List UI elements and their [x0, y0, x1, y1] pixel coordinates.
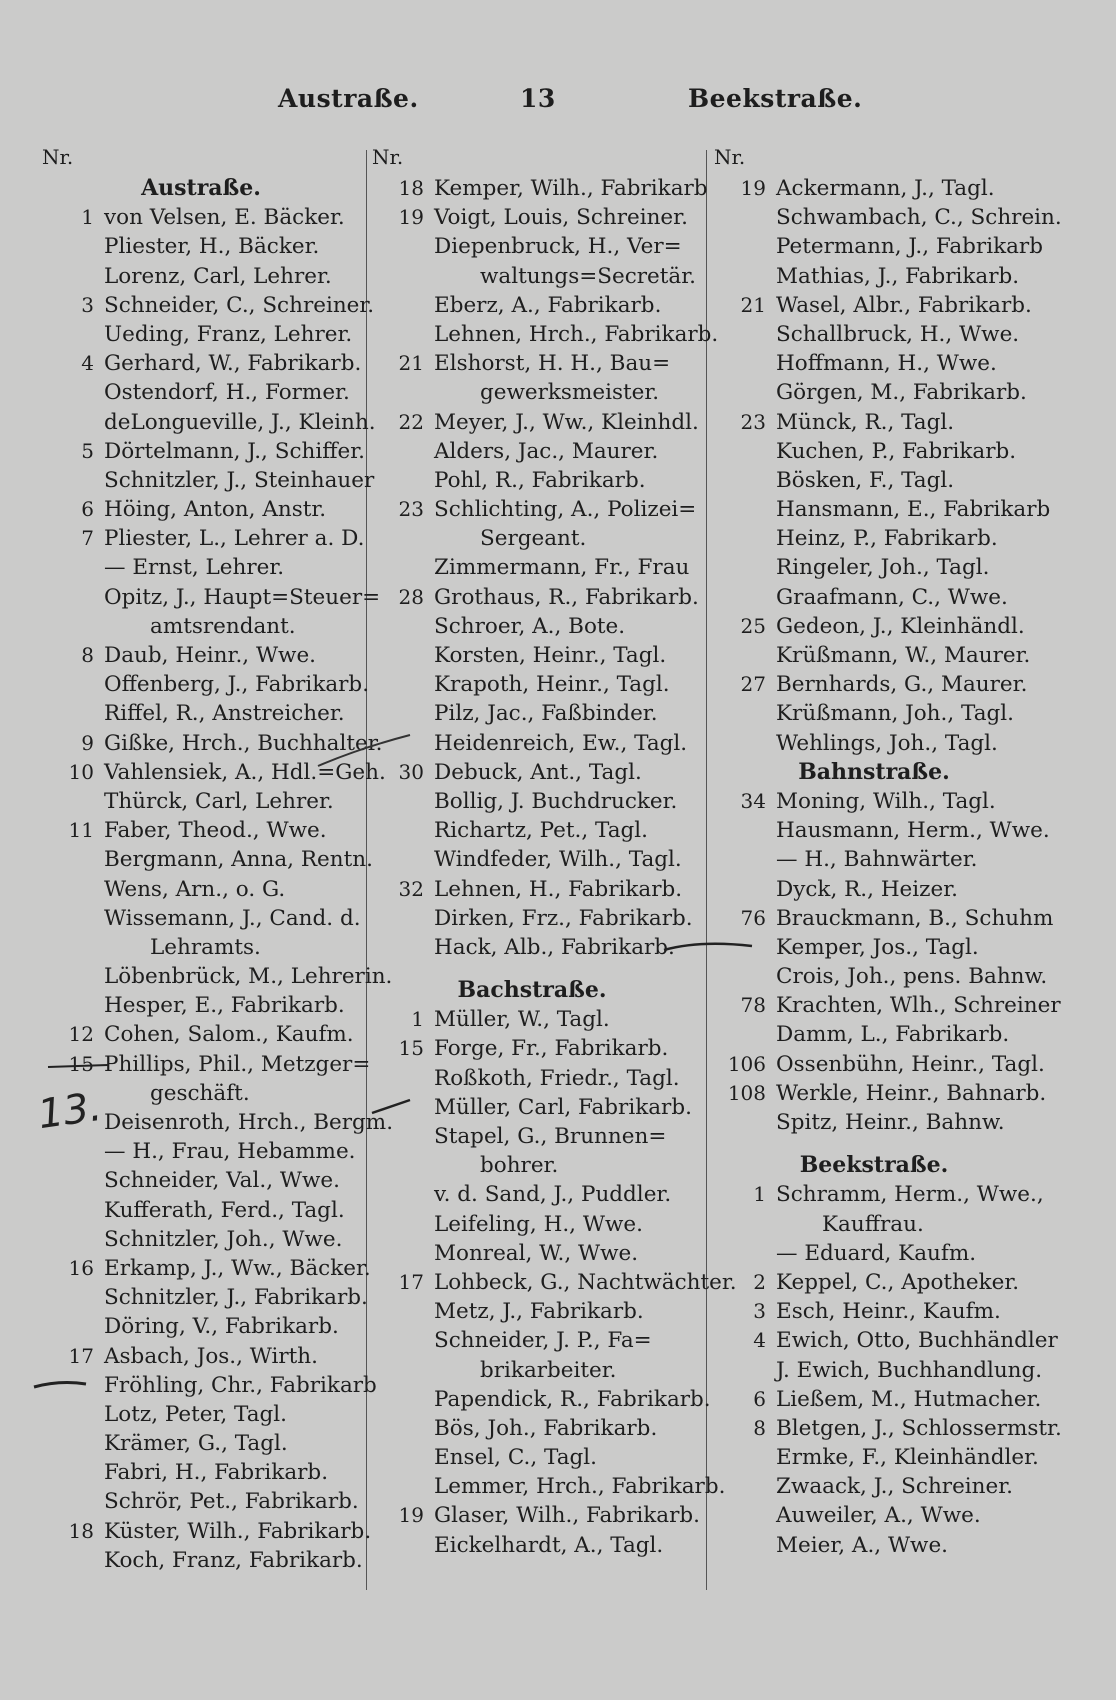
- entry-text: Görgen, M., Fabrikarb.: [776, 380, 1027, 406]
- entry-text: Heinz, P., Fabrikarb.: [776, 526, 998, 552]
- entry-text: Asbach, Jos., Wirth.: [104, 1343, 318, 1369]
- entry-text: Zimmermann, Fr., Frau: [434, 555, 690, 581]
- entry-text: Döring, V., Fabrikarb.: [104, 1314, 339, 1340]
- entry-text: Koch, Franz, Fabrikarb.: [104, 1547, 363, 1573]
- entry-text: Schneider, C., Schreiner.: [104, 292, 375, 318]
- entry-text: Richartz, Pet., Tagl.: [434, 818, 649, 844]
- entry-text: Cohen, Salom., Kaufm.: [104, 1022, 354, 1048]
- entry-text: Lehnen, H., Fabrikarb.: [434, 876, 683, 902]
- entry-text: Faber, Theod., Wwe.: [104, 818, 327, 844]
- entry-text: Moning, Wilh., Tagl.: [776, 788, 996, 814]
- entry-text: Leifeling, H., Wwe.: [434, 1211, 643, 1237]
- entry-text: Erkamp, J., Ww., Bäcker.: [104, 1255, 371, 1281]
- house-number: 34: [740, 788, 766, 813]
- entry-text: geschäft.: [150, 1080, 250, 1106]
- entry-text: Krüßmann, W., Maurer.: [776, 643, 1031, 668]
- entry-text: Lemmer, Hrch., Fabrikarb.: [434, 1474, 726, 1500]
- entry-text: Hansmann, E., Fabrikarb: [776, 497, 1051, 523]
- entry-text: Voigt, Louis, Schreiner.: [434, 205, 688, 231]
- entry-text: Ensel, C., Tagl.: [434, 1445, 597, 1471]
- entry-text: Zwaack, J., Schreiner.: [776, 1474, 1013, 1500]
- pencil-line-1: [318, 735, 410, 766]
- entry-text: Schrör, Pet., Fabrikarb.: [104, 1489, 359, 1515]
- house-number: 6: [81, 497, 94, 522]
- entry-text: Gerhard, W., Fabrikarb.: [104, 351, 362, 377]
- page-number: 13: [520, 84, 556, 113]
- house-number: 4: [753, 1328, 766, 1353]
- house-number: 19: [740, 176, 766, 200]
- entry-text: Hoffmann, H., Wwe.: [776, 351, 997, 377]
- entry-text: Damm, L., Fabrikarb.: [776, 1022, 1010, 1048]
- entry-text: Crois, Joh., pens. Bahnw.: [776, 964, 1048, 990]
- house-number: 78: [740, 993, 766, 1018]
- house-number: 16: [68, 1255, 94, 1280]
- entry-text: Forge, Fr., Fabrikarb.: [434, 1036, 669, 1062]
- entry-text: Mathias, J., Fabrikarb.: [776, 263, 1020, 289]
- house-number: 8: [81, 643, 94, 667]
- entry-text: Bösken, F., Tagl.: [776, 467, 955, 493]
- entry-text: brikarbeiter.: [480, 1357, 617, 1383]
- entry-text: Gißke, Hrch., Buchhalter.: [104, 730, 383, 756]
- nr-header: Nr.: [372, 145, 404, 169]
- entry-text: Hausmann, Herm., Wwe.: [776, 818, 1050, 844]
- entry-text: Bös, Joh., Fabrikarb.: [434, 1415, 658, 1441]
- entry-text: Ossenbühn, Heinr., Tagl.: [776, 1051, 1045, 1077]
- entry-text: Dyck, R., Heizer.: [776, 876, 958, 902]
- pencil-strike: [48, 1065, 108, 1067]
- house-number: 2: [753, 1269, 766, 1294]
- entry-text: — Ernst, Lehrer.: [104, 555, 285, 581]
- entry-text: Schnitzler, J., Steinhauer: [104, 467, 375, 493]
- entry-text: Dirken, Frz., Fabrikarb.: [434, 905, 693, 931]
- house-number: 30: [398, 759, 424, 784]
- entry-text: Pliester, L., Lehrer a. D.: [104, 526, 365, 552]
- entry-text: Eickelhardt, A., Tagl.: [434, 1532, 664, 1558]
- entry-text: Heidenreich, Ew., Tagl.: [434, 730, 688, 756]
- nr-header: Nr.: [42, 145, 74, 169]
- house-number: 15: [68, 1051, 94, 1076]
- entry-text: Kemper, Wilh., Fabrikarb: [434, 176, 708, 201]
- entry-text: — H., Frau, Hebamme.: [104, 1139, 356, 1165]
- house-number: 22: [398, 409, 424, 434]
- entry-text: Bergmann, Anna, Rentn.: [104, 847, 373, 873]
- entry-text: Monreal, W., Wwe.: [434, 1240, 639, 1266]
- entry-text: Bollig, J. Buchdrucker.: [434, 788, 678, 814]
- house-number: 28: [398, 584, 424, 609]
- entry-text: Schneider, Val., Wwe.: [104, 1168, 340, 1194]
- entry-text: Alders, Jac., Maurer.: [434, 438, 659, 464]
- entry-text: Elshorst, H. H., Bau=: [434, 351, 671, 377]
- entry-text: Sergeant.: [480, 526, 587, 552]
- entry-text: Ließem, M., Hutmacher.: [776, 1386, 1042, 1412]
- entry-text: Krachten, Wlh., Schreiner: [776, 993, 1061, 1019]
- entry-text: Offenberg, J., Fabrikarb.: [104, 672, 370, 698]
- house-number: 21: [398, 351, 424, 376]
- entry-text: Höing, Anton, Anstr.: [104, 497, 327, 523]
- entry-text: Krapoth, Heinr., Tagl.: [434, 672, 670, 698]
- house-number: 1: [81, 205, 94, 230]
- entry-text: Wissemann, J., Cand. d.: [104, 905, 361, 931]
- entry-text: Müller, Carl, Fabrikarb.: [434, 1094, 692, 1120]
- nr-header: Nr.: [714, 145, 746, 169]
- entry-text: Bernhards, G., Maurer.: [776, 672, 1028, 698]
- house-number: 23: [398, 497, 424, 522]
- house-number: 5: [81, 438, 94, 463]
- house-number: 3: [81, 292, 94, 317]
- house-number: 23: [740, 409, 766, 434]
- house-number: 27: [740, 672, 766, 697]
- entry-text: Pohl, R., Fabrikarb.: [434, 467, 646, 493]
- house-number: 15: [398, 1036, 424, 1061]
- entry-text: Ueding, Franz, Lehrer.: [104, 321, 353, 347]
- entry-text: waltungs=Secretär.: [480, 263, 696, 289]
- entry-text: Ostendorf, H., Former.: [104, 380, 350, 406]
- entry-text: — H., Bahnwärter.: [776, 847, 978, 873]
- entry-text: v. d. Sand, J., Puddler.: [434, 1182, 672, 1208]
- entry-text: Kauffrau.: [822, 1211, 924, 1237]
- house-number: 9: [81, 730, 94, 755]
- entry-text: Esch, Heinr., Kaufm.: [776, 1299, 1001, 1325]
- house-number: 1: [753, 1182, 766, 1207]
- entry-text: Diepenbruck, H., Ver=: [434, 234, 682, 260]
- entry-text: Pilz, Jac., Faßbinder.: [434, 701, 658, 727]
- header-left-street: Austraße.: [278, 84, 419, 113]
- entry-text: Krüßmann, Joh., Tagl.: [776, 701, 1014, 727]
- entry-text: Wehlings, Joh., Tagl.: [776, 730, 998, 756]
- house-number: 4: [81, 351, 94, 376]
- entry-text: Eberz, A., Fabrikarb.: [434, 292, 662, 318]
- entry-text: Gedeon, J., Kleinhändl.: [776, 613, 1025, 639]
- house-number: 8: [753, 1415, 766, 1440]
- house-number: 17: [68, 1343, 94, 1368]
- house-number: 18: [68, 1518, 94, 1543]
- entry-text: Ewich, Otto, Buchhändler: [776, 1328, 1058, 1354]
- entry-text: — Eduard, Kaufm.: [776, 1240, 977, 1266]
- entry-text: Schnitzler, Joh., Wwe.: [104, 1226, 343, 1252]
- header-right-street: Beekstraße.: [688, 84, 863, 113]
- entry-text: Lorenz, Carl, Lehrer.: [104, 263, 332, 289]
- entry-text: Keppel, C., Apotheker.: [776, 1269, 1020, 1295]
- pencil-line-2: [664, 944, 752, 950]
- entry-text: Löbenbrück, M., Lehrerin.: [104, 964, 393, 990]
- entry-text: Brauckmann, B., Schuhm: [776, 905, 1054, 931]
- entry-text: Ringeler, Joh., Tagl.: [776, 555, 990, 581]
- entry-text: Müller, W., Tagl.: [434, 1007, 610, 1033]
- entry-text: Hack, Alb., Fabrikarb.: [434, 934, 675, 960]
- house-number: 7: [81, 526, 94, 551]
- house-number: 18: [398, 176, 424, 200]
- handwritten-page-mark: 13.: [35, 1083, 105, 1139]
- entry-text: Kufferath, Ferd., Tagl.: [104, 1197, 345, 1223]
- pencil-tick-1: [372, 1100, 410, 1113]
- entry-text: Münck, R., Tagl.: [776, 409, 955, 435]
- entry-text: Fabri, H., Fabrikarb.: [104, 1460, 329, 1486]
- house-number: 17: [398, 1269, 424, 1294]
- entry-text: Krämer, G., Tagl.: [104, 1431, 288, 1457]
- street-name: Bahnstraße.: [798, 758, 950, 785]
- entry-text: Deisenroth, Hrch., Bergm.: [104, 1110, 394, 1135]
- house-number: 6: [753, 1386, 766, 1411]
- entry-text: Lohbeck, G., Nachtwächter.: [434, 1269, 737, 1295]
- entry-text: Lotz, Peter, Tagl.: [104, 1401, 287, 1427]
- entry-text: Stapel, G., Brunnen=: [434, 1124, 667, 1149]
- entry-text: Korsten, Heinr., Tagl.: [434, 643, 667, 668]
- entry-text: amtsrendant.: [150, 613, 296, 639]
- entry-text: Schnitzler, J., Fabrikarb.: [104, 1285, 368, 1311]
- entry-text: Werkle, Heinr., Bahnarb.: [776, 1080, 1047, 1106]
- entry-text: Fröhling, Chr., Fabrikarb: [104, 1372, 377, 1398]
- entry-text: Hesper, E., Fabrikarb.: [104, 993, 345, 1019]
- house-number: 76: [740, 905, 766, 930]
- pencil-tick-2: [34, 1383, 86, 1387]
- entry-text: Auweiler, A., Wwe.: [776, 1503, 981, 1529]
- entry-text: Wasel, Albr., Fabrikarb.: [776, 292, 1032, 318]
- entry-text: Schlichting, A., Polizei=: [434, 497, 697, 523]
- entry-text: Meyer, J., Ww., Kleinhdl.: [434, 409, 699, 435]
- house-number: 19: [398, 205, 424, 230]
- entry-text: Küster, Wilh., Fabrikarb.: [104, 1518, 372, 1544]
- entry-text: Graafmann, C., Wwe.: [776, 584, 1008, 610]
- entry-text: Schwambach, C., Schrein.: [776, 205, 1062, 231]
- entry-text: Spitz, Heinr., Bahnw.: [776, 1110, 1005, 1135]
- entry-text: Kemper, Jos., Tagl.: [776, 934, 979, 960]
- entry-text: Opitz, J., Haupt=Steuer=: [104, 584, 381, 610]
- entry-text: deLongueville, J., Kleinh.: [104, 409, 376, 435]
- entry-text: Riffel, R., Anstreicher.: [104, 701, 345, 727]
- entry-text: Metz, J., Fabrikarb.: [434, 1299, 644, 1325]
- house-number: 106: [727, 1051, 766, 1076]
- entry-text: Vahlensiek, A., Hdl.=Geh.: [104, 759, 386, 785]
- entry-text: Debuck, Ant., Tagl.: [434, 759, 642, 785]
- street-name: Austraße.: [141, 175, 261, 201]
- entry-text: Bletgen, J., Schlossermstr.: [776, 1415, 1062, 1441]
- house-number: 19: [398, 1503, 424, 1528]
- entry-text: Thürck, Carl, Lehrer.: [104, 788, 334, 814]
- entry-text: Petermann, J., Fabrikarb: [776, 234, 1043, 260]
- entry-text: Glaser, Wilh., Fabrikarb.: [434, 1503, 700, 1529]
- house-number: 11: [68, 818, 94, 843]
- entry-text: Schramm, Herm., Wwe.,: [776, 1182, 1044, 1208]
- entry-text: Wens, Arn., o. G.: [104, 876, 286, 902]
- house-number: 32: [398, 876, 424, 901]
- entry-text: Lehnen, Hrch., Fabrikarb.: [434, 321, 719, 347]
- entry-text: Daub, Heinr., Wwe.: [104, 643, 317, 668]
- entry-text: Lehramts.: [150, 934, 261, 960]
- house-number: 21: [740, 292, 766, 317]
- entry-text: Phillips, Phil., Metzger=: [104, 1051, 371, 1077]
- house-number: 12: [68, 1022, 94, 1047]
- entry-text: Schroer, A., Bote.: [434, 613, 626, 639]
- entry-text: von Velsen, E. Bäcker.: [104, 205, 345, 231]
- entry-text: Meier, A., Wwe.: [776, 1532, 949, 1558]
- entry-text: Kuchen, P., Fabrikarb.: [776, 438, 1017, 464]
- entry-text: gewerksmeister.: [480, 380, 660, 406]
- street-name: Bachstraße.: [457, 977, 607, 1004]
- entry-text: Roßkoth, Friedr., Tagl.: [434, 1065, 680, 1091]
- entry-text: Ermke, F., Kleinhändler.: [776, 1445, 1039, 1471]
- entry-text: Ackermann, J., Tagl.: [776, 176, 995, 201]
- house-number: 10: [68, 759, 94, 784]
- entry-text: Pliester, H., Bäcker.: [104, 234, 320, 260]
- house-number: 3: [753, 1299, 766, 1324]
- entry-text: Windfeder, Wilh., Tagl.: [434, 847, 682, 873]
- entry-text: J. Ewich, Buchhandlung.: [776, 1357, 1043, 1383]
- entry-text: Papendick, R., Fabrikarb.: [434, 1386, 711, 1412]
- house-number: 25: [740, 613, 766, 638]
- entry-text: Schneider, J. P., Fa=: [434, 1328, 652, 1354]
- entry-text: Dörtelmann, J., Schiffer.: [104, 438, 365, 464]
- house-number: 108: [727, 1080, 766, 1105]
- entry-text: Schallbruck, H., Wwe.: [776, 321, 1020, 347]
- entry-text: bohrer.: [480, 1153, 559, 1179]
- house-number: 1: [411, 1007, 424, 1032]
- entry-text: Grothaus, R., Fabrikarb.: [434, 584, 699, 610]
- street-name: Beekstraße.: [799, 1152, 949, 1179]
